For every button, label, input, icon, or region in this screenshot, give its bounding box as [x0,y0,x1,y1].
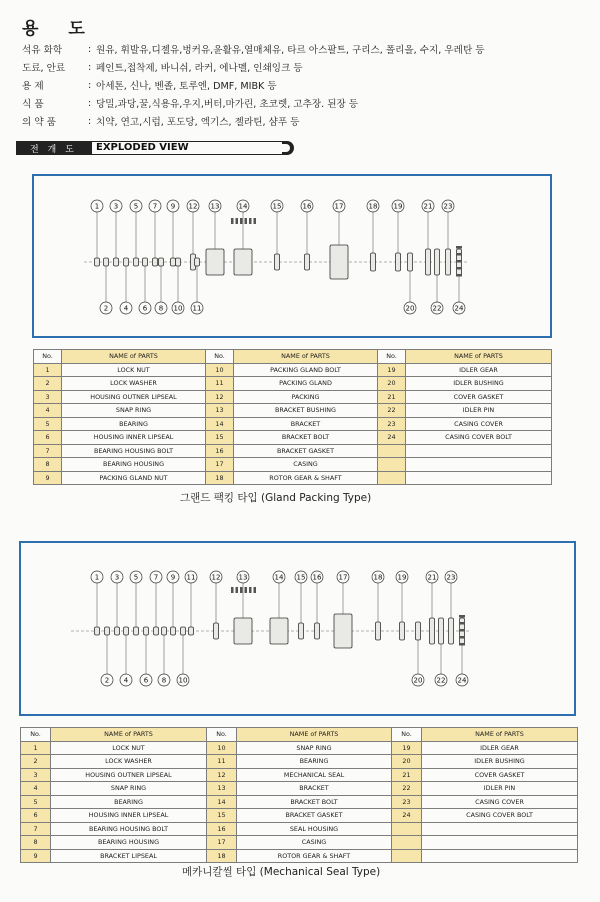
callout-number: 10 [178,676,188,685]
callout-number: 18 [373,573,383,582]
part-number: 24 [378,431,406,445]
callout-number: 22 [432,304,442,313]
callout-number: 9 [170,573,176,582]
part-shape [214,623,219,639]
callout-number: 5 [133,202,139,211]
part-number: 17 [207,836,237,850]
part-number: 15 [206,431,234,445]
part-number: 11 [206,377,234,391]
part-number: 13 [207,782,237,796]
bolt-shape [459,636,465,639]
callout-number: 11 [186,573,196,582]
mech-caption: 메카니칼씰 타입 (Mechanical Seal Type) [182,866,381,878]
part-name: PACKING GLAND NUT [62,471,206,485]
callout-number: 23 [446,573,456,582]
part-shape [408,253,413,271]
part-shape [446,249,451,275]
part-number: 6 [21,809,51,823]
part-name: BRACKET GASKET [237,809,392,823]
part-name: PACKING GLAND BOLT [234,363,378,377]
callout-number: 22 [436,676,446,685]
callout-number: 10 [173,304,183,313]
part-name [406,471,552,485]
part-name: BRACKET GASKET [234,444,378,458]
part-name: BEARING [62,417,206,431]
part-name: LOCK NUT [62,363,206,377]
part-name: MECHANICAL SEAL [237,768,392,782]
part-number: 12 [206,390,234,404]
callout-number: 5 [133,573,139,582]
table-row [21,755,578,769]
bolt-shape [254,218,257,224]
part-number: 4 [34,404,62,418]
callout-number: 20 [405,304,415,313]
bolt-shape [456,253,462,256]
part-name: ROTOR GEAR & SHAFT [234,471,378,485]
usage-row: 도료, 안료 : 페인트,접착제, 바니쉬, 라커, 에나멜, 인쇄잉크 등 [22,58,592,76]
part-shape [95,258,100,266]
callout-number: 15 [296,573,306,582]
part-number: 21 [378,390,406,404]
part-shape [189,627,194,635]
part-name: BEARING [51,795,207,809]
callout-number: 7 [152,202,158,211]
callout-number: 6 [142,304,148,313]
usage-label: 석유 화학 [22,45,63,56]
usage-text: 당밀,과당,꿀,식용유,우지,버터,마가린, 초코렛, 고추장. 된장 등 [96,99,359,110]
part-number: 22 [378,404,406,418]
part-shape [134,627,139,635]
part-shape [171,627,176,635]
callout-number: 12 [188,202,198,211]
part-shape [430,618,435,644]
callout-number: 11 [192,304,202,313]
callout-number: 24 [454,304,464,313]
bolt-shape [459,629,465,632]
callout-number: 2 [103,304,109,313]
callout-number: 1 [94,202,100,211]
part-number: 20 [392,755,422,769]
part-shape [134,258,139,266]
part-number: 3 [21,768,51,782]
part-name: IDLER PIN [406,404,552,418]
part-name: BEARING HOUSING BOLT [51,822,207,836]
table-row [21,795,578,809]
part-name: CASING COVER BOLT [406,431,552,445]
part-shape [315,623,320,639]
part-shape [115,627,120,635]
part-shape [154,627,159,635]
part-number: 23 [378,417,406,431]
part-name: IDLER GEAR [406,363,552,377]
table-row [34,471,552,485]
part-number [392,822,422,836]
section-bar-label-ko: 전 개 도 [30,145,77,155]
usage-list [22,40,592,130]
part-shape [153,258,158,266]
part-name: BRACKET [237,782,392,796]
part-number: 9 [21,849,51,863]
table-row [34,431,552,445]
callout-number: 12 [211,573,221,582]
part-number: 1 [21,741,51,755]
part-shape [234,618,252,644]
part-number: 24 [392,809,422,823]
part-shape [124,627,129,635]
part-name: PACKING [234,390,378,404]
callout-number: 9 [170,202,176,211]
part-number: 1 [34,363,62,377]
callout-number: 17 [334,202,344,211]
part-shape [275,254,280,270]
part-number: 6 [34,431,62,445]
callout-number: 16 [312,573,322,582]
part-number: 5 [34,417,62,431]
usage-text: 아세톤, 신나, 벤졸, 토루엔, DMF, MIBK 등 [96,81,277,92]
table-row [21,741,578,755]
part-number [378,444,406,458]
table-row [21,809,578,823]
part-shape [376,622,381,640]
part-name: CASING [237,836,392,850]
callout-number: 16 [302,202,312,211]
part-number: 16 [207,822,237,836]
part-shape [439,618,444,644]
table-row [34,363,552,377]
part-shape [144,627,149,635]
part-shape [330,245,348,279]
table-row [34,458,552,472]
bolt-shape [240,587,243,593]
table-header-row: No. NAME of PARTS No. NAME of PARTS No. NAME of PARTS [34,350,552,364]
callout-number: 13 [238,573,248,582]
part-number: 7 [34,444,62,458]
part-shape [114,258,119,266]
part-number: 11 [207,755,237,769]
part-shape [176,258,181,266]
part-number: 18 [207,849,237,863]
part-name: IDLER PIN [422,782,578,796]
part-name: BRACKET LIPSEAL [51,849,207,863]
part-shape [171,258,176,266]
section-bar-label-en: EXPLODED VIEW [92,142,282,154]
callout-number: 21 [423,202,433,211]
usage-row: 석유 화학 : 원유, 휘발유,디젤유,벙커유,윤활유,열매체유, 타르 아스팔트, 구리스, 폴리올, 수지, 우레탄 등 [22,40,592,58]
callout-number: 23 [443,202,453,211]
table-row [21,822,578,836]
part-number: 12 [207,768,237,782]
bolt-shape [456,267,462,270]
callout-number: 18 [368,202,378,211]
callout-number: 8 [158,304,164,313]
bolt-shape [249,218,252,224]
part-number: 21 [392,768,422,782]
callout-number: 3 [113,202,119,211]
part-name: BRACKET BOLT [237,795,392,809]
mech-exploded-diagram [19,541,576,716]
callout-number: 4 [123,304,129,313]
part-shape [181,627,186,635]
part-shape [95,627,100,635]
part-shape [270,618,288,644]
callout-number: 7 [153,573,159,582]
part-number: 2 [21,755,51,769]
part-name: CASING [234,458,378,472]
part-number: 19 [392,741,422,755]
part-shape [435,249,440,275]
bolt-shape [231,218,234,224]
bolt-shape [245,587,248,593]
part-name: HOUSING INNER LIPSEAL [51,809,207,823]
usage-row: 식 품 : 당밀,과당,꿀,식용유,우지,버터,마가린, 초코렛, 고추장. 된장 등 [22,94,592,112]
usage-text: 치약, 연고,시럽, 포도당, 엑기스, 젤라틴, 샴푸 등 [96,117,300,128]
table-row [34,390,552,404]
gland-caption: 그랜드 팩킹 타입 (Gland Packing Type) [180,492,372,504]
part-number: 10 [206,363,234,377]
part-number: 18 [206,471,234,485]
bolt-shape [245,218,248,224]
part-number [392,849,422,863]
bolt-shape [456,274,462,277]
part-name [422,822,578,836]
part-shape [416,622,421,640]
callout-number: 8 [161,676,167,685]
part-name: SNAP RING [237,741,392,755]
part-name: LOCK WASHER [51,755,207,769]
part-name: SNAP RING [62,404,206,418]
usage-title: 용 도 [22,19,97,39]
part-number: 22 [392,782,422,796]
part-name: BEARING HOUSING [62,458,206,472]
callout-number: 2 [104,676,110,685]
part-name: BEARING [237,755,392,769]
mech-drawing [21,543,574,714]
callout-number: 3 [114,573,120,582]
part-number: 8 [21,836,51,850]
part-name: LOCK WASHER [62,377,206,391]
part-name: BRACKET BUSHING [234,404,378,418]
part-name: COVER GASKET [422,768,578,782]
usage-text: 원유, 휘발유,디젤유,벙커유,윤활유,열매체유, 타르 아스팔트, 구리스, 폴리올, 수지, 우레탄 등 [96,45,485,56]
part-number: 7 [21,822,51,836]
bolt-shape [231,587,234,593]
part-name: CASING COVER [406,417,552,431]
bolt-shape [254,587,257,593]
part-name: IDLER BUSHING [422,755,578,769]
part-number: 16 [206,444,234,458]
part-shape [234,249,252,275]
bolt-shape [240,218,243,224]
part-name: PACKING GLAND [234,377,378,391]
part-number: 5 [21,795,51,809]
part-name: BRACKET BOLT [234,431,378,445]
usage-label: 도료, 안료 [22,63,66,74]
part-name [422,836,578,850]
part-name: SEAL HOUSING [237,822,392,836]
part-number: 14 [206,417,234,431]
part-number: 23 [392,795,422,809]
table-row [21,782,578,796]
part-shape [159,258,164,266]
table-header-row: No. NAME of PARTS No. NAME of PARTS No. NAME of PARTS [21,728,578,742]
part-name: SNAP RING [51,782,207,796]
part-number: 9 [34,471,62,485]
part-number: 8 [34,458,62,472]
part-shape [143,258,148,266]
part-shape [400,622,405,640]
part-number: 20 [378,377,406,391]
callout-number: 15 [272,202,282,211]
callout-number: 13 [210,202,220,211]
part-name: HOUSING INNER LIPSEAL [62,431,206,445]
callout-number: 1 [94,573,100,582]
part-number: 3 [34,390,62,404]
gland-exploded-diagram [32,174,552,338]
part-name: ROTOR GEAR & SHAFT [237,849,392,863]
part-shape [426,249,431,275]
bolt-shape [459,615,465,618]
table-row [21,836,578,850]
usage-row: 용 제 : 아세톤, 신나, 벤졸, 토루엔, DMF, MIBK 등 [22,76,592,94]
part-name: HOUSING OUTNER LIPSEAL [62,390,206,404]
gland-drawing [34,176,550,336]
part-number: 2 [34,377,62,391]
part-shape [105,627,110,635]
part-name: IDLER BUSHING [406,377,552,391]
part-shape [449,618,454,644]
part-shape [195,258,200,266]
part-shape [371,253,376,271]
bolt-shape [249,587,252,593]
part-name: LOCK NUT [51,741,207,755]
part-shape [396,253,401,271]
part-name: CASING COVER [422,795,578,809]
callout-number: 17 [338,573,348,582]
part-shape [299,623,304,639]
usage-label: 식 품 [22,99,44,110]
part-number [378,458,406,472]
part-number [378,471,406,485]
table-row [34,377,552,391]
part-shape [334,614,352,648]
part-name: BEARING HOUSING [51,836,207,850]
part-number: 19 [378,363,406,377]
callout-number: 20 [413,676,423,685]
callout-number: 14 [238,202,248,211]
callout-number: 21 [427,573,437,582]
part-number: 4 [21,782,51,796]
bolt-shape [236,587,239,593]
part-shape [162,627,167,635]
part-name: BEARING HOUSING BOLT [62,444,206,458]
part-number: 15 [207,809,237,823]
part-name: CASING COVER BOLT [422,809,578,823]
table-row [34,404,552,418]
usage-row: 의 약 품 : 치약, 연고,시럽, 포도당, 엑기스, 젤라틴, 샴푸 등 [22,112,592,130]
part-number: 14 [207,795,237,809]
callout-number: 19 [393,202,403,211]
bolt-shape [236,218,239,224]
mech-parts-table [20,727,578,863]
part-name: IDLER GEAR [422,741,578,755]
table-row [34,444,552,458]
table-row [21,849,578,863]
part-shape [206,249,224,275]
callout-number: 6 [143,676,149,685]
usage-label: 의 약 품 [22,117,56,128]
callout-number: 4 [123,676,129,685]
bolt-shape [459,622,465,625]
part-number [392,836,422,850]
callout-number: 19 [397,573,407,582]
part-shape [124,258,129,266]
part-number: 10 [207,741,237,755]
table-row [21,768,578,782]
bolt-shape [456,260,462,263]
part-name [422,849,578,863]
usage-text: 페인트,접착제, 바니쉬, 라커, 에나멜, 인쇄잉크 등 [96,63,303,74]
bolt-shape [459,643,465,646]
part-name: BRACKET [234,417,378,431]
part-name: COVER GASKET [406,390,552,404]
part-shape [305,254,310,270]
part-shape [104,258,109,266]
part-name [406,458,552,472]
part-name [406,444,552,458]
part-number: 13 [206,404,234,418]
callout-number: 14 [274,573,284,582]
gland-parts-table [33,349,552,485]
part-name: HOUSING OUTNER LIPSEAL [51,768,207,782]
table-row [34,417,552,431]
part-number: 17 [206,458,234,472]
usage-label: 용 제 [22,81,44,92]
bolt-shape [456,246,462,249]
callout-number: 24 [457,676,467,685]
